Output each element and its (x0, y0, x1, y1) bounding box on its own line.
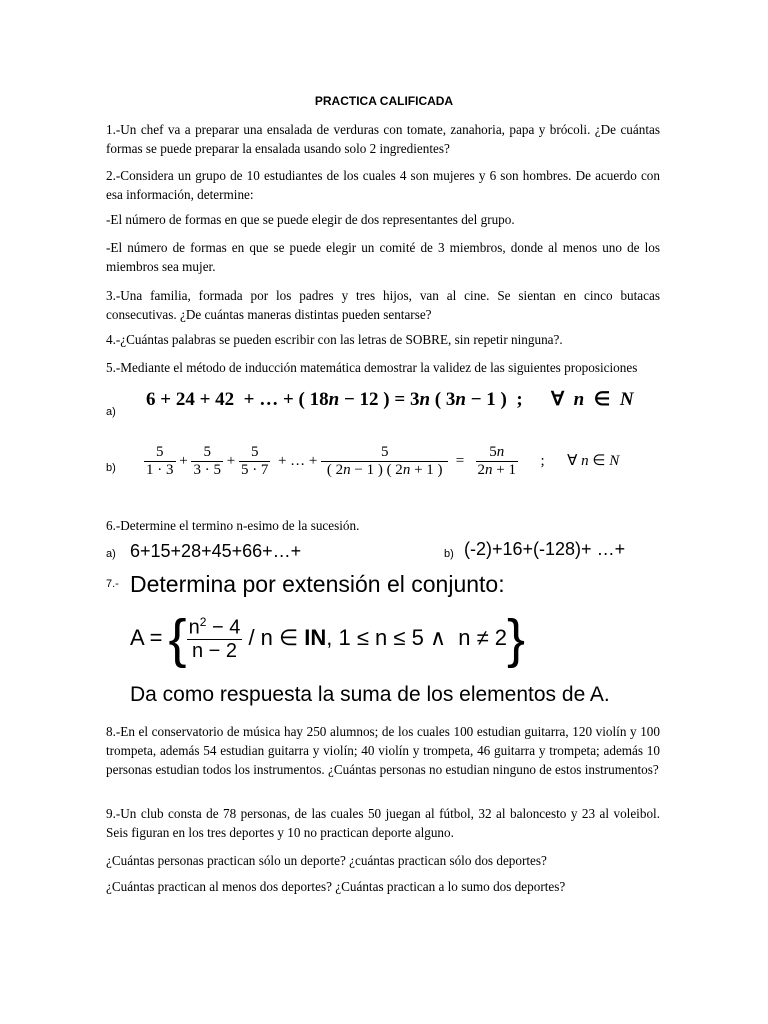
q6b-label: b) (444, 548, 454, 560)
question-1: 1.-Un chef va a preparar una ensalada de verduras con tomate, zanahoria, papa y brócoli. ¿De cuántas formas se puede preparar la ensalada usando solo 2 ingredientes? (106, 122, 660, 156)
q5b-equation: $\frac{5}{1 \cdot 3}$ + $\frac{5}{3 \cdot 5}$ + $\frac{5}{5 \cdot 7}$ + … + $\frac{5}{( 2n - 1 ) ( 2n + 1 )}$ = $\frac{5n}{2n + 1}$ ; ∀ n ∈ N (146, 444, 620, 478)
q6a-sequence: 6+15+28+45+66+…+ (130, 541, 302, 561)
q7-set-definition: A = { $\frac{n^2 - 4}{n - 2}$ / n ∈ IN, 1 ≤ n ≤ 5 ∧ n ≠ 2} (130, 609, 526, 669)
q5a-equation: 6 + 24 + 42 + … + ( 18n − 12 ) = 3n ( 3n − 1 ) ; ∀ n ∈ N (146, 389, 634, 410)
question-8: 8.-En el conservatorio de música hay 250 alumnos; de los cuales 100 estudian guitarra, 120 violín y 100 trompeta, además 54 estudian guitarra y violín; 40 violín y trompeta, 46 guitarra y trompeta; además 10 personas estudian todos los instrumentos. ¿Cuántas personas no estudian ninguno de estos instrumentos? (106, 724, 660, 777)
question-2a: -El número de formas en que se puede elegir de dos representantes del grupo. (106, 212, 515, 227)
q7-label: 7.- (106, 578, 119, 590)
question-5: 5.-Mediante el método de inducción matemática demostrar la validez de las siguientes proposiciones (106, 360, 638, 375)
question-3: 3.-Una familia, formada por los padres y tres hijos, van al cine. Se sientan en cinco butacas consecutivas. ¿De cuántas maneras distintas pueden sentarse? (106, 288, 660, 322)
question-9a: ¿Cuántas personas practican sólo un deporte? ¿cuántas practican sólo dos deportes? (106, 853, 547, 868)
q7-answer-instruction: Da como respuesta la suma de los elementos de A. (130, 683, 610, 706)
page-title: PRACTICA CALIFICADA (314, 94, 454, 108)
question-2b: -El número de formas en que se puede elegir un comité de 3 miembros, donde al menos uno de los miembros sea mujer. (106, 240, 660, 274)
question-4: 4.-¿Cuántas palabras se pueden escribir con las letras de SOBRE, sin repetir ninguna?. (106, 332, 563, 347)
q5a-label: a) (106, 406, 116, 418)
q6a-label: a) (106, 548, 116, 560)
question-6: 6.-Determine el termino n-esimo de la sucesión. (106, 518, 360, 533)
q5b-label: b) (106, 462, 116, 474)
question-2: 2.-Considera un grupo de 10 estudiantes de los cuales 4 son mujeres y 6 son hombres. De acuerdo con esa información, determine: (106, 168, 660, 202)
question-9: 9.-Un club consta de 78 personas, de las cuales 50 juegan al fútbol, 32 al baloncesto y 23 al voleibol. Seis figuran en los tres deportes y 10 no practican deporte alguno. (106, 806, 660, 840)
question-9b: ¿Cuántas practican al menos dos deportes? ¿Cuántas practican a lo sumo dos deportes? (106, 879, 566, 894)
q7-heading: Determina por extensión el conjunto: (130, 571, 505, 597)
q6b-sequence: (-2)+16+(-128)+ …+ (464, 539, 626, 559)
